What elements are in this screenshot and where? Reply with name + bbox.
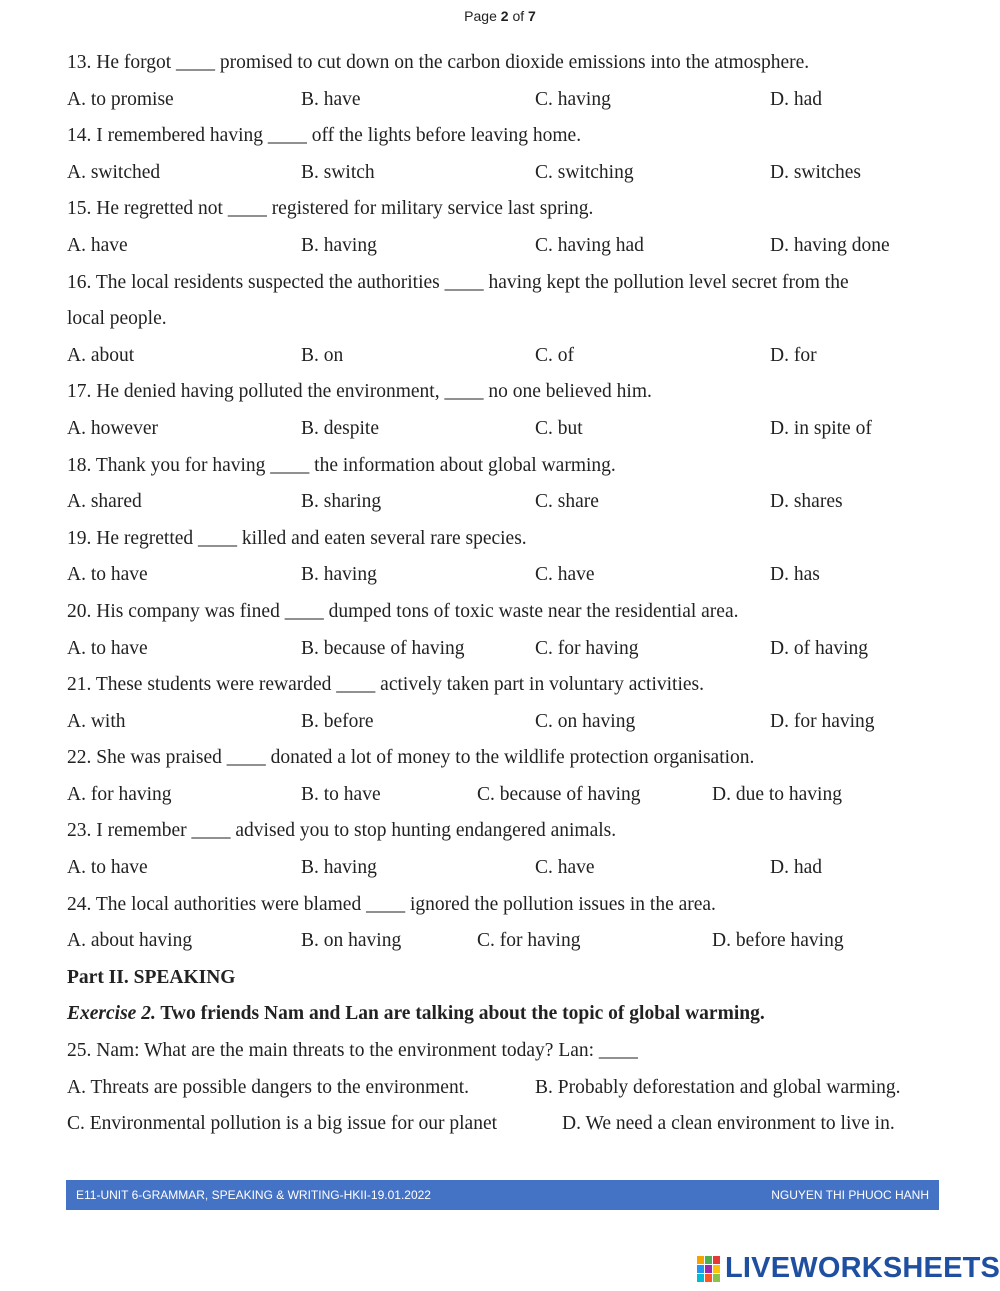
exercise-instruction <box>67 996 947 1033</box>
option-c[interactable]: C. because of having <box>477 783 641 805</box>
option-d[interactable]: D. for <box>770 344 817 366</box>
option-c[interactable]: C. for having <box>535 637 639 659</box>
option-a[interactable]: A. Threats are possible dangers to the environment. <box>67 1076 469 1098</box>
question-options <box>67 82 947 119</box>
option-d[interactable]: D. for having <box>770 710 875 732</box>
option-c[interactable]: C. of <box>535 344 574 366</box>
option-a[interactable]: A. about <box>67 344 135 366</box>
liveworksheets-wordmark: LIVEWORKSHEETS <box>725 1252 1000 1284</box>
option-b[interactable]: B. on <box>301 344 344 366</box>
question-options <box>67 850 947 887</box>
option-c[interactable]: C. for having <box>477 930 581 952</box>
question-options <box>67 155 947 192</box>
option-a[interactable]: A. to have <box>67 857 148 879</box>
option-a[interactable]: A. switched <box>67 161 161 183</box>
option-b[interactable]: B. on having <box>301 930 402 952</box>
option-d[interactable]: D. due to having <box>712 783 842 805</box>
question-stem: 22. She was praised ____ donated a lot of money to the wildlife protection organisation. <box>67 747 755 769</box>
exercise-label: Exercise 2. <box>67 1003 156 1025</box>
question-stem: 14. I remembered having ____ off the lights before leaving home. <box>67 125 582 147</box>
footer-bar <box>66 1180 939 1210</box>
option-c[interactable]: C. having <box>535 88 611 110</box>
option-d[interactable]: D. We need a clean environment to live in. <box>562 1113 895 1135</box>
option-d[interactable]: D. has <box>770 564 820 586</box>
option-b[interactable]: B. having <box>301 564 377 586</box>
question-options <box>67 557 947 594</box>
option-d[interactable]: D. of having <box>770 637 869 659</box>
question-stem: 21. These students were rewarded ____ actively taken part in voluntary activities. <box>67 674 704 696</box>
question-options <box>67 411 947 448</box>
option-c[interactable]: C. have <box>535 564 595 586</box>
option-c[interactable]: C. share <box>535 491 599 513</box>
page-number: Page 2 of 7 <box>464 8 536 24</box>
question-options <box>67 338 947 375</box>
option-a[interactable]: A. have <box>67 234 128 256</box>
option-b[interactable]: B. Probably deforestation and global warming. <box>535 1076 901 1098</box>
liveworksheets-logo-icon <box>697 1256 721 1282</box>
option-d[interactable]: D. had <box>770 857 822 879</box>
option-a[interactable]: A. with <box>67 710 126 732</box>
option-d[interactable]: D. had <box>770 88 822 110</box>
option-c[interactable]: C. having had <box>535 234 644 256</box>
option-c[interactable]: C. but <box>535 417 583 439</box>
question-stem: 15. He regretted not ____ registered for military service last spring. <box>67 198 594 220</box>
question-stem: 18. Thank you for having ____ the information about global warming. <box>67 454 616 476</box>
option-a[interactable]: A. about having <box>67 930 193 952</box>
question-stem-continued: local people. <box>67 308 167 330</box>
question-options <box>67 1106 947 1143</box>
option-d[interactable]: D. in spite of <box>770 417 872 439</box>
option-b[interactable]: B. having <box>301 234 377 256</box>
option-a[interactable]: A. to have <box>67 637 148 659</box>
option-c[interactable]: C. switching <box>535 161 634 183</box>
option-d[interactable]: D. having done <box>770 234 890 256</box>
option-b[interactable]: B. switch <box>301 161 375 183</box>
option-d[interactable]: D. before having <box>712 930 844 952</box>
option-c[interactable]: C. on having <box>535 710 636 732</box>
question-stem: 16. The local residents suspected the authorities ____ having kept the pollution level secret from the <box>67 271 849 293</box>
question-stem: 19. He regretted ____ killed and eaten several rare species. <box>67 527 527 549</box>
option-b[interactable]: B. to have <box>301 783 381 805</box>
option-b[interactable]: B. sharing <box>301 491 382 513</box>
option-b[interactable]: B. because of having <box>301 637 465 659</box>
question-stem: 25. Nam: What are the main threats to the environment today? Lan: ____ <box>67 1040 638 1062</box>
option-c[interactable]: C. Environmental pollution is a big issue for our planet <box>67 1113 498 1135</box>
option-a[interactable]: A. however <box>67 417 158 439</box>
part-heading: Part II. SPEAKING <box>67 966 236 988</box>
option-a[interactable]: A. to have <box>67 564 148 586</box>
option-d[interactable]: D. shares <box>770 491 843 513</box>
option-c[interactable]: C. have <box>535 857 595 879</box>
question-options <box>67 631 947 668</box>
footer-author: NGUYEN THI PHUOC HANH <box>771 1188 929 1202</box>
question-stem: 23. I remember ____ advised you to stop hunting endangered animals. <box>67 820 617 842</box>
question-stem: 20. His company was fined ____ dumped tons of toxic waste near the residential area. <box>67 600 739 622</box>
option-a[interactable]: A. shared <box>67 491 142 513</box>
question-options <box>67 484 947 521</box>
question-options <box>67 704 947 741</box>
option-b[interactable]: B. having <box>301 857 377 879</box>
question-stem: 17. He denied having polluted the environment, ____ no one believed him. <box>67 381 652 403</box>
option-a[interactable]: A. for having <box>67 783 172 805</box>
question-stem: 24. The local authorities were blamed ____ ignored the pollution issues in the area. <box>67 893 716 915</box>
option-b[interactable]: B. despite <box>301 417 379 439</box>
option-b[interactable]: B. have <box>301 88 361 110</box>
worksheet-content <box>67 45 947 1143</box>
question-options <box>67 923 947 960</box>
question-options <box>67 228 947 265</box>
question-options <box>67 1070 947 1107</box>
exercise-text: Two friends Nam and Lan are talking about the topic of global warming. <box>155 1003 765 1025</box>
question-options <box>67 777 947 814</box>
option-a[interactable]: A. to promise <box>67 88 174 110</box>
option-d[interactable]: D. switches <box>770 161 861 183</box>
question-stem: 13. He forgot ____ promised to cut down on the carbon dioxide emissions into the atmosphere. <box>67 52 810 73</box>
footer-course: E11-UNIT 6-GRAMMAR, SPEAKING & WRITING-HKII-19.01.2022 <box>76 1188 431 1202</box>
option-b[interactable]: B. before <box>301 710 374 732</box>
